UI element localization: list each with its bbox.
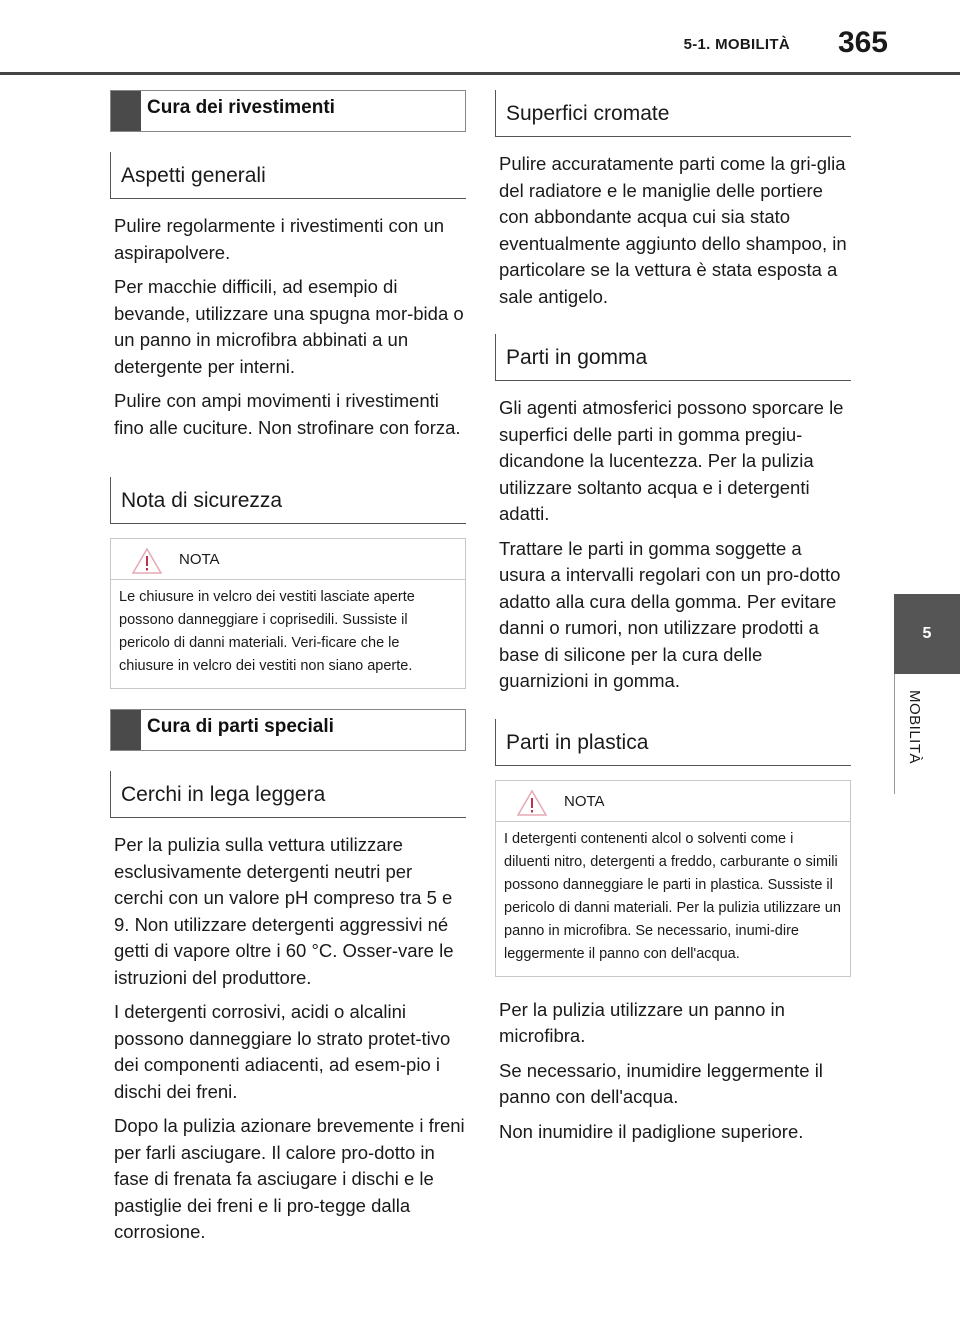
paragraph: Trattare le parti in gomma soggette a usura a intervalli regolari con un pro-dotto adatto alla cura della gomma. Per evitare danni o rumori, non utilizzare prodotti a base di silicone per la cura delle guarnizioni in gomma. <box>499 537 841 691</box>
paragraph: Pulire regolarmente i rivestimenti con un aspirapolvere. <box>114 215 445 263</box>
note-box <box>495 780 851 977</box>
section-heading-cura-rivestimenti <box>110 90 466 132</box>
chapter-divider <box>894 674 895 794</box>
chapter-tab: 5 <box>894 594 960 674</box>
header-rule <box>0 72 960 75</box>
paragraph: Pulire accuratamente parti come la gri-glia del radiatore e le maniglie delle portiere con abbondante acqua cui sia stato eventualmente aggiunto dello shampoo, in particolare se la vettura è stata esposta a sale antigelo. <box>499 153 847 307</box>
heading-text: Cura dei rivestimenti <box>147 97 335 118</box>
subheading-parti-plastica: Parti in plastica <box>495 719 851 766</box>
paragraph: Se necessario, inumidire leggermente il panno con dell'acqua. <box>499 1059 823 1107</box>
paragraph: Dopo la pulizia azionare brevemente i freni per farli asciugare. Il calore pro-dotto in fase di frenata fa asciugare i dischi e le pastiglie dei freni e li pro-tegge dalla corrosione. <box>114 1115 465 1242</box>
left-column <box>110 90 466 1254</box>
warning-triangle-icon <box>516 789 548 817</box>
subheading-superfici-cromate: Superfici cromate <box>495 90 851 137</box>
note-text: Le chiusure in velcro dei vestiti lasciate aperte possono danneggiare i coprisedili. Sussiste il pericolo di danni materiali. Veri-ficare che le chiusure in velcro dei vestiti non siano aperte. <box>119 589 415 674</box>
subheading-aspetti-generali: Aspetti generali <box>110 152 466 199</box>
note-title: NOTA <box>179 551 220 568</box>
paragraph: Pulire con ampi movimenti i rivestimenti fino alle cuciture. Non strofinare con forza. <box>114 390 461 438</box>
paragraph: Per la pulizia sulla vettura utilizzare esclusivamente detergenti neutri per cerchi con un valore pH compreso tra 5 e 9. Non utilizzare detergenti aggressivi né getti di vapore oltre i 60 °C. Osser-vare le istruzioni del produttore. <box>114 834 454 988</box>
subheading-nota-sicurezza: Nota di sicurezza <box>110 477 466 524</box>
section-heading-parti-speciali <box>110 709 466 751</box>
note-text: I detergenti contenenti alcol o solventi come i diluenti nitro, detergenti a freddo, carburante o simili possono danneggiare le parti in plastica. Sussiste il pericolo di danni materiali. Per la pulizia utilizzare un panno in microfibra. Se necessario, inumi-dire leggermente il panno con dell'acqua. <box>504 830 841 962</box>
note-header <box>111 539 465 580</box>
heading-bar <box>111 710 141 750</box>
paragraph: Per macchie difficili, ad esempio di bevande, utilizzare una spugna mor-bida o un panno in microfibra abbinati a un detergente per interni. <box>114 276 464 377</box>
note-header <box>496 781 850 822</box>
warning-triangle-icon <box>131 547 163 575</box>
note-title: NOTA <box>564 792 605 810</box>
heading-bar <box>111 91 141 131</box>
paragraph: Per la pulizia utilizzare un panno in microfibra. <box>499 998 785 1046</box>
chapter-label: MOBILITÀ <box>906 690 923 765</box>
header-section-title: 5-1. MOBILITÀ <box>683 36 790 53</box>
right-column <box>495 90 851 1153</box>
heading-text: Cura di parti speciali <box>147 716 334 737</box>
paragraph: I detergenti corrosivi, acidi o alcalini possono danneggiare lo strato protet-tivo dei componenti adiacenti, ad esem-pio i dischi dei freni. <box>114 1001 451 1102</box>
subheading-cerchi-lega: Cerchi in lega leggera <box>110 771 466 818</box>
page-number: 365 <box>837 26 888 59</box>
subheading-parti-gomma: Parti in gomma <box>495 334 851 381</box>
paragraph: Gli agenti atmosferici possono sporcare le superfici delle parti in gomma pregiu-dicandone la lucentezza. Per la pulizia utilizzare soltanto acqua e i detergenti adatti. <box>499 397 844 524</box>
note-box <box>110 538 466 689</box>
paragraph: Non inumidire il padiglione superiore. <box>499 1120 804 1142</box>
